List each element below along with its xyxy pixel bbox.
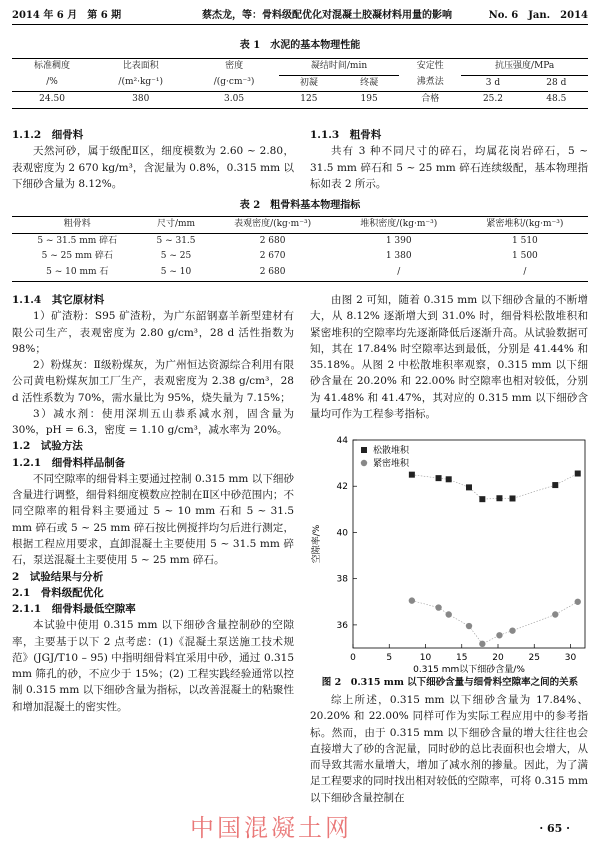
x-tick-label: 0	[350, 653, 356, 663]
data-point-dense	[435, 604, 441, 610]
table2-cell: 2 680	[259, 267, 286, 278]
section-heading: 1.2 试验方法	[12, 440, 83, 453]
table1-cell: 195	[360, 94, 378, 105]
table1	[12, 58, 588, 109]
data-point-dense	[479, 641, 485, 647]
watermark: 中国混凝土网	[190, 814, 352, 842]
header-issue: 2014 年 6 月 第 6 期	[12, 10, 122, 21]
table2	[12, 216, 588, 282]
table1-cell: 380	[132, 94, 150, 105]
table-row	[12, 249, 588, 265]
table1-cell: 125	[300, 94, 318, 105]
table2-cell: 2 680	[259, 235, 286, 246]
table1-header: 标准稠度	[34, 61, 71, 72]
section-1-1-3	[310, 127, 588, 192]
table1-unit: 初凝	[299, 77, 318, 88]
data-point-loose	[479, 496, 485, 502]
data-point-dense	[509, 627, 515, 633]
running-header	[12, 6, 588, 25]
legend-marker	[361, 447, 367, 453]
table2-cell: 2 670	[259, 251, 286, 262]
header-volume: No. 6 Jan. 2014	[488, 10, 588, 21]
data-point-dense	[409, 597, 415, 603]
table1-cell: 3.05	[224, 94, 245, 105]
table1-header: 比表面积	[122, 61, 159, 72]
section-heading: 1.1.4 其它原材料	[12, 294, 105, 306]
void-ratio-chart	[305, 428, 595, 673]
table1-unit: 沸煮法	[416, 77, 444, 88]
table2-header: 尺寸/mm	[156, 219, 196, 229]
table1-unit: /(m²·kg⁻¹)	[118, 77, 164, 88]
x-tick-label: 15	[456, 653, 468, 663]
table2-cell: 5 ~ 10	[160, 267, 192, 278]
y-tick-label: 36	[336, 620, 348, 631]
y-tick-label: 40	[336, 528, 348, 539]
data-point-loose	[446, 476, 452, 482]
y-tick-label: 38	[336, 574, 348, 585]
paragraph: 综上所述，0.315 mm 以下细砂含量为 17.84%、20.20% 和 22.00% 同样可作为实际工程应用中的参考指标。然而，由于 0.315 mm 以下细砂含量的增大往往也会直接增大了砂的含泥量，同时砂的总比表面积也会增大，从而导致其需水量增大，增加了减水剂的掺量。因此，为了满足工程要求的同时找出相对较低的空隙率，可将 0.315 mm 以下细砂含量控制在	[310, 694, 588, 804]
table2-cell: 5 ~ 10 mm 石	[46, 267, 109, 278]
paragraph: 本试验中使用 0.315 mm 以下细砂含量控制砂的空隙率，主要基于以下 2 点考虑：(1)《混凝土泵送施工技术规范》(JGJ/T10 – 95) 中指明细骨料宜采用中砂，通过 0.315 mm 筛孔的砂，不应少于 15%；(2) 工程实践经验通常以控制 0.315 mm 以下细砂含量为指标，以改善混凝土的粘聚性和增加混凝土的密实性。	[12, 619, 294, 713]
data-point-dense	[552, 611, 558, 617]
section-1-1-2	[12, 127, 294, 192]
header-title: 蔡杰龙，等：骨料级配优化对混凝土胶凝材料用量的影响	[202, 10, 452, 21]
table1-cell: 48.5	[546, 94, 567, 105]
section-heading: 2 试验结果与分析	[12, 570, 104, 583]
x-tick-label: 30	[564, 653, 577, 663]
data-point-loose	[510, 495, 516, 501]
x-tick-label: 10	[419, 653, 432, 663]
table1-unit: /%	[46, 77, 58, 88]
data-point-loose	[552, 482, 558, 488]
table2-header: 粗骨料	[63, 219, 91, 229]
y-tick-label: 44	[336, 436, 348, 446]
table2-cell: 1 390	[385, 235, 412, 246]
table2-cell: 5 ~ 25	[160, 251, 192, 262]
data-point-dense	[466, 623, 472, 629]
legend-label: 紧密堆积	[373, 459, 410, 469]
legend-marker	[361, 460, 367, 466]
plot-frame	[353, 440, 585, 648]
paragraph: 天然河砂，属于级配Ⅱ区，细度模数为 2.60 ~ 2.80，表观密度为 2 670 kg/m³，含泥量为 0.8%，0.315 mm 以下细砂含量为 8.12%。	[12, 145, 294, 190]
table1-cell: 合格	[421, 94, 440, 105]
table1-unit: 3 d	[485, 77, 501, 88]
legend-label: 松散堆积	[373, 446, 410, 456]
data-point-loose	[496, 495, 502, 501]
section-heading: 2.1 骨料级配优化	[12, 586, 104, 599]
x-tick-label: 25	[528, 653, 540, 663]
right-column-bottom	[310, 692, 588, 806]
x-axis-label: 0.315 mm以下细砂含量/%	[413, 665, 525, 673]
table1-cell: 25.2	[482, 94, 503, 105]
table1-header: 抗压强度/MPa	[461, 59, 588, 76]
y-tick-label: 42	[336, 482, 348, 493]
table2-cell: 5 ~ 31.5	[156, 235, 196, 246]
table1-cell: 24.50	[39, 94, 65, 105]
table2-header: 堆积密度/(kg·m⁻³)	[360, 219, 438, 229]
paragraph: 3）减水剂：使用深圳五山恭系减水剂，固含量为 30%，pH = 6.3，密度 = 1.10 g/cm³，减水率为 20%。	[12, 407, 294, 437]
data-point-loose	[436, 475, 442, 481]
table1-unit: /(g·cm⁻³)	[213, 77, 255, 88]
x-tick-label: 5	[386, 653, 393, 663]
right-column-top	[310, 292, 588, 422]
section-heading: 2.1.1 细骨料最低空隙率	[12, 603, 136, 616]
table-row	[12, 265, 588, 281]
x-tick-label: 20	[492, 653, 504, 663]
table2-cell: 1 500	[512, 251, 538, 262]
paragraph: 由图 2 可知，随着 0.315 mm 以下细砂含量的不断增大，从 8.12% 逐渐增大到 31.0% 时，细骨料松散堆积和紧密堆积的空隙率均先逐渐降低后逐渐升高。从试验数据可知，其在 17.84% 时空隙率达到最低，分别是 41.44% 和 35.18%。从图 2 中松散堆积率观察，0.315 mm 以下细砂含量在 20.20% 和 22.00% 时空隙率也相对较低，分别为 41.48% 和 41.47%，其对应的 0.315 mm 以下细砂含量均可作为工程参考指标。	[310, 294, 588, 420]
table2-caption: 表 2 粗骨料基本物理指标	[239, 200, 361, 211]
data-point-loose	[466, 484, 472, 490]
table2-cell: 1 510	[512, 235, 538, 246]
table1-unit: 终凝	[360, 77, 379, 88]
paragraph: 2）粉煤灰：Ⅱ级粉煤灰，为广州恒达资源综合利用有限公司黄电粉煤灰加工厂生产，表观密度为 2.38 g/cm³，28 d 活性系数为 70%，需水量比为 95%，烧失量为 7.15%；	[12, 359, 294, 404]
table1-header: 密度	[225, 61, 244, 72]
table1-caption: 表 1 水泥的基本物理性能	[239, 40, 361, 51]
data-point-loose	[409, 472, 415, 478]
table-row	[12, 233, 588, 249]
page-number: · 65 ·	[539, 822, 570, 835]
paragraph: 共有 3 种不同尺寸的碎石，均属花岗岩碎石，5 ~ 31.5 mm 碎石和 5 ~ 25 mm 碎石连续级配，基本物理指标如表 2 所示。	[310, 145, 588, 190]
figure-caption: 图 2 0.315 mm 以下细砂含量与细骨料空隙率之间的关系	[321, 677, 579, 688]
table2-header: 表观密度/(kg·m⁻³)	[234, 219, 312, 229]
data-point-loose	[575, 471, 581, 477]
left-column	[12, 292, 294, 715]
data-point-dense	[496, 632, 502, 638]
data-point-dense	[575, 599, 581, 605]
table2-cell: 5 ~ 31.5 mm 碎石	[37, 235, 118, 246]
table2-cell: 5 ~ 25 mm 碎石	[41, 251, 113, 262]
y-axis-label: 空隙率/%	[312, 524, 322, 564]
data-point-dense	[446, 611, 452, 617]
section-heading: 1.1.2 细骨料	[12, 129, 84, 141]
paragraph: 1）矿渣粉：S95 矿渣粉，为广东韶钢嘉羊新型建材有限公司生产，表观密度为 2.80 g/cm³，28 d 活性指数为 98%；	[12, 310, 294, 355]
table1-unit: 28 d	[546, 77, 567, 88]
section-heading: 1.2.1 细骨料样品制备	[12, 456, 126, 469]
table2-cell: /	[523, 267, 527, 278]
table2-cell: 1 380	[385, 251, 412, 262]
table1-header: 凝结时间/min	[279, 59, 400, 76]
table1-header: 安定性	[416, 61, 444, 72]
section-heading: 1.1.3 粗骨料	[310, 129, 382, 141]
table2-cell: /	[397, 267, 401, 278]
table2-header: 紧密堆积/(kg·m⁻³)	[486, 219, 564, 229]
paragraph: 不同空隙率的细骨料主要通过控制 0.315 mm 以下细砂含量进行调整，细骨料细度模数应控制在Ⅱ区中砂范围内；不同空隙率的粗骨料主要通过 5 ~ 10 mm 石和 5 ~ 31.5 mm 碎石或 5 ~ 25 mm 碎石按比例搅拌均匀后进行测定，根据工程应用要求，直卸混凝土主要使用 5 ~ 31.5 mm 碎石，泵送混凝土主要使用 5 ~ 25 mm 碎石。	[12, 472, 294, 567]
